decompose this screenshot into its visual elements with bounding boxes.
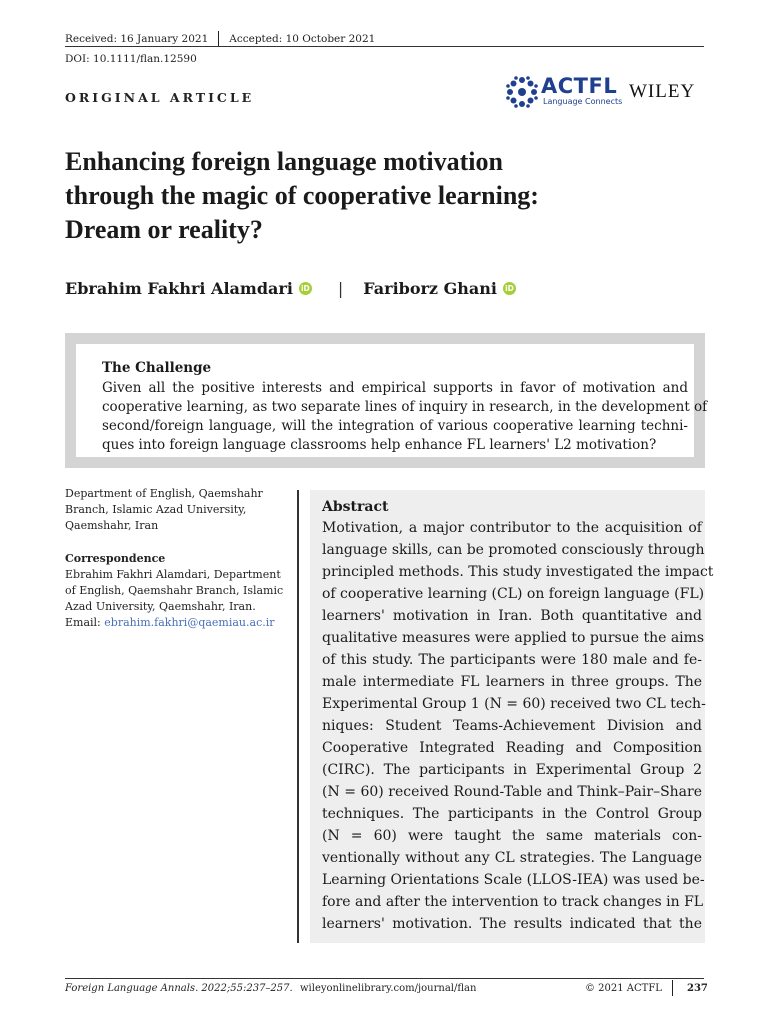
abstract-line: Motivation, a major contributor to the acquisition of: [322, 520, 702, 536]
email-label: Email:: [65, 616, 105, 629]
abstract-title: Abstract: [322, 499, 389, 515]
orcid-icon[interactable]: iD: [299, 282, 312, 295]
abstract-line: (N = 60) received Round-Table and Think–Pair–Share: [322, 784, 702, 800]
abstract-body: [322, 517, 714, 935]
abstract-line: learners' motivation. The results indicated that the: [322, 916, 702, 932]
abstract-line: learners' motivation in Iran. Both quantitative and: [322, 608, 702, 624]
page-number: 237: [687, 983, 708, 994]
correspondence-line: Ebrahim Fakhri Alamdari, Department: [65, 568, 281, 581]
abstract-line: techniques. The participants in the Control Group: [322, 806, 702, 822]
abstract-line: fore and after the intervention to track changes in FL: [322, 894, 704, 910]
received-accepted-dates: [65, 31, 375, 47]
abstract-line: Learning Orientations Scale (LLOS-IEA) was used be-: [322, 872, 705, 888]
author-name[interactable]: Ebrahim Fakhri Alamdari: [65, 279, 293, 298]
abstract-line: male intermediate FL learners in three groups. The: [322, 674, 702, 690]
challenge-line: cooperative learning, as two separate lines of inquiry in research, in the development of: [102, 399, 708, 415]
affiliation-line: Department of English, Qaemshahr: [65, 487, 263, 500]
abstract-line: of cooperative learning (CL) on foreign language (FL): [322, 586, 705, 602]
wiley-logo-text: WILEY: [629, 81, 696, 102]
abstract-line: (N = 60) were taught the same materials con-: [322, 828, 702, 844]
abstract-line: Experimental Group 1 (N = 60) received two CL tech-: [322, 696, 706, 712]
publisher-logos: [505, 74, 705, 110]
abstract-line: principled methods. This study investigated the impact: [322, 564, 714, 580]
actfl-logo-text: ACTFL: [541, 74, 618, 98]
challenge-inner: [76, 344, 708, 457]
journal-url[interactable]: wileyonlinelibrary.com/journal/flan: [300, 983, 477, 994]
accepted-date: Accepted: 10 October 2021: [229, 33, 376, 45]
challenge-box: [65, 333, 708, 468]
actfl-emblem-icon: [505, 75, 539, 109]
abstract-line: language skills, can be promoted consciously through: [322, 542, 705, 558]
footer-divider: [672, 980, 673, 996]
orcid-icon[interactable]: iD: [503, 282, 516, 295]
abstract-box: [310, 490, 714, 943]
affiliation-line: Qaemshahr, Iran: [65, 519, 159, 532]
title-line: Dream or reality?: [65, 215, 263, 244]
doi: DOI: 10.1111/flan.12590: [65, 53, 197, 65]
challenge-line: Given all the positive interests and empirical supports in favor of motivation and: [102, 380, 688, 396]
author-name[interactable]: Fariborz Ghani: [363, 279, 497, 298]
correspondence-title: Correspondence: [65, 552, 166, 565]
correspondence-line: Azad University, Qaemshahr, Iran.: [65, 600, 256, 613]
email-link[interactable]: ebrahim.fakhri@qaemiau.ac.ir: [104, 616, 275, 629]
challenge-body: [102, 379, 708, 455]
abstract-line: Cooperative Integrated Reading and Composition: [322, 740, 702, 756]
author-separator: |: [337, 279, 344, 298]
received-date: Received: 16 January 2021: [65, 33, 209, 45]
article-title: [65, 145, 705, 247]
abstract-line: (CIRC). The participants in Experimental Group 2: [322, 762, 702, 778]
date-divider: [218, 31, 219, 47]
challenge-line: second/foreign language, will the integration of various cooperative learning techni-: [102, 418, 688, 434]
journal-citation: Foreign Language Annals. 2022;55:237–257.: [65, 983, 293, 994]
header-rule: [65, 46, 704, 47]
challenge-title: The Challenge: [102, 360, 212, 376]
affiliation-line: Branch, Islamic Azad University,: [65, 503, 247, 516]
title-line: Enhancing foreign language motivation: [65, 147, 503, 176]
correspondence: [65, 551, 290, 631]
abstract-line: ventionally without any CL strategies. The Language: [322, 850, 702, 866]
column-divider: [297, 490, 299, 943]
article-type: ORIGINAL ARTICLE: [65, 90, 255, 105]
abstract-line: of this study. The participants were 180 male and fe-: [322, 652, 702, 668]
challenge-line: ques into foreign language classrooms help enhance FL learners' L2 motivation?: [102, 437, 657, 453]
author-list: [65, 279, 516, 298]
affiliation: [65, 486, 290, 534]
footer-rule: [65, 978, 704, 979]
abstract-line: qualitative measures were applied to pursue the aims: [322, 630, 705, 646]
abstract-line: niques: Student Teams-Achievement Division and: [322, 718, 702, 734]
title-line: through the magic of cooperative learning:: [65, 181, 539, 210]
copyright: © 2021 ACTFL: [585, 983, 662, 994]
actfl-tagline: Language Connects: [543, 97, 623, 106]
email-line: [65, 615, 290, 631]
correspondence-line: of English, Qaemshahr Branch, Islamic: [65, 584, 284, 597]
